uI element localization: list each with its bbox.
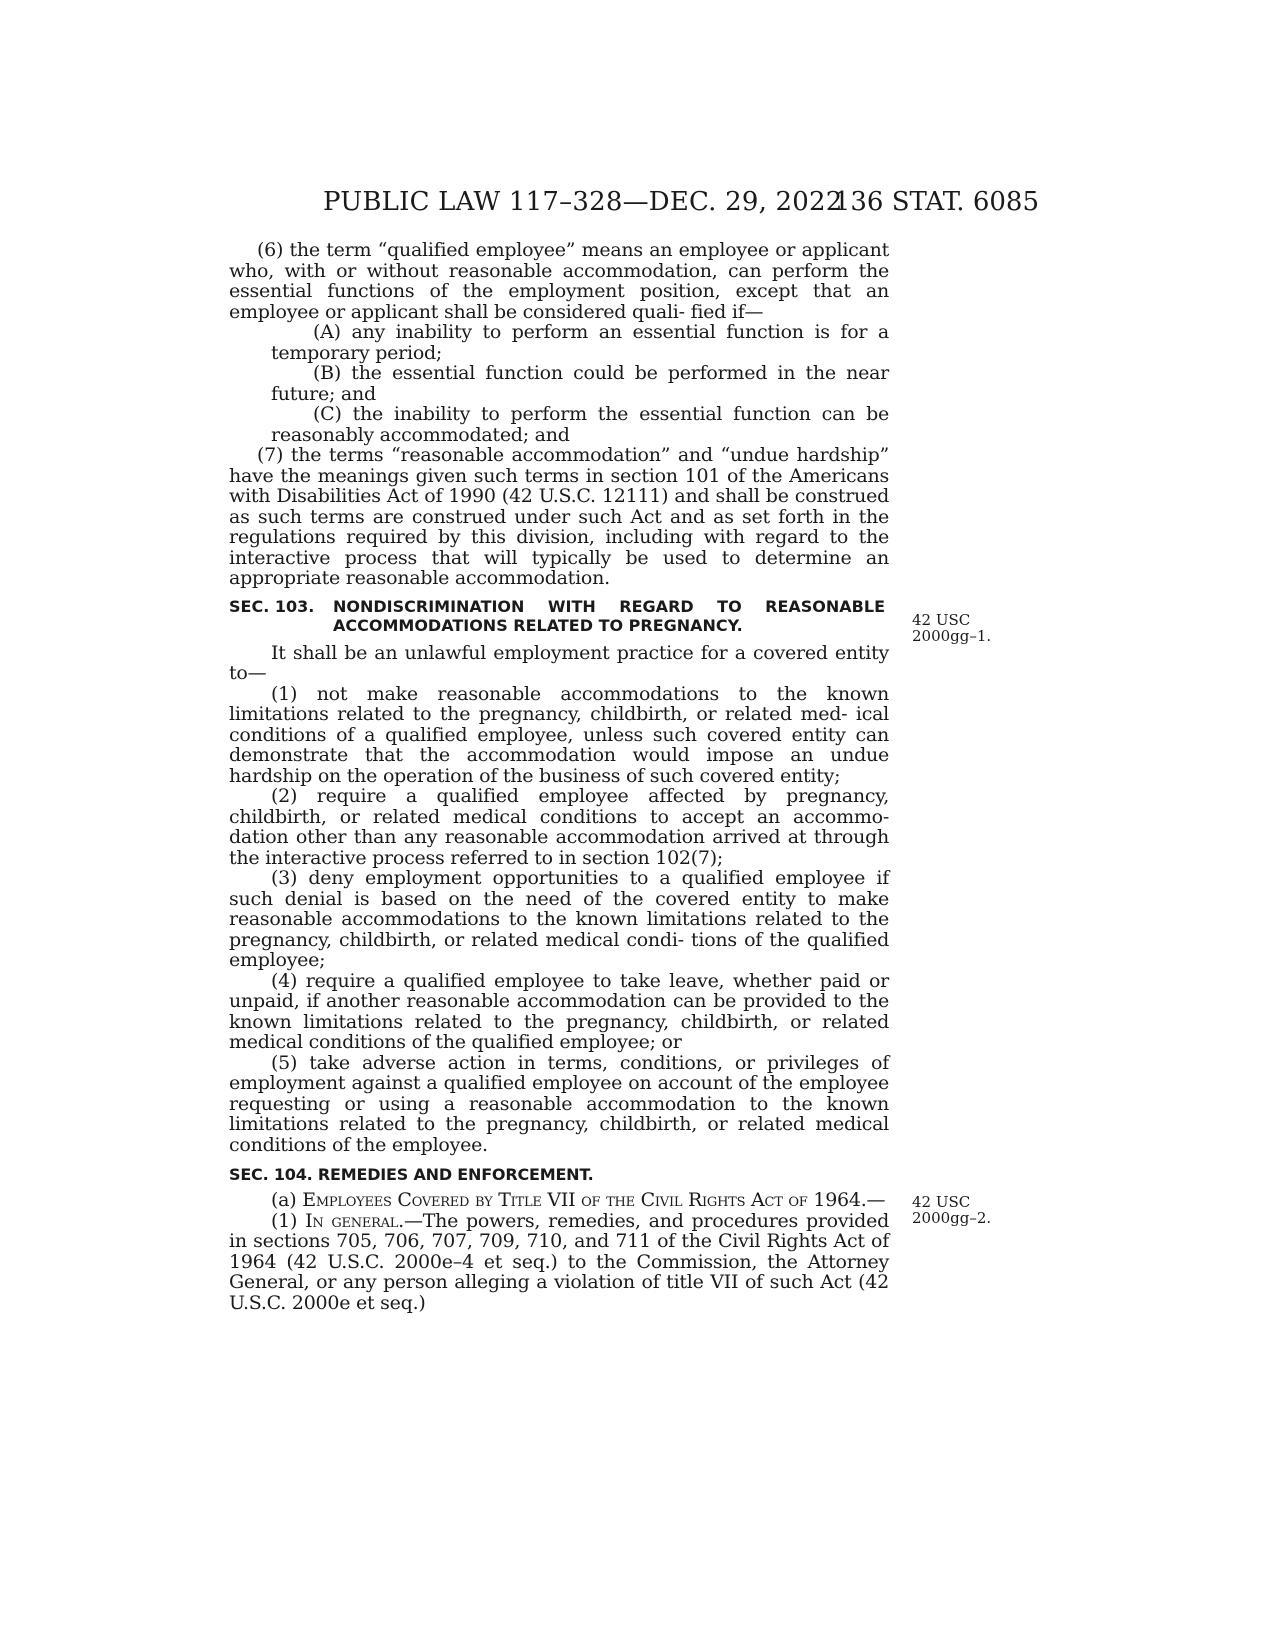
- section-104-subsection-a: [229, 1190, 889, 1211]
- subsection-dash: —: [866, 1189, 886, 1211]
- margin-note-line: 2000gg–1.: [912, 627, 992, 645]
- margin-note-line: 42 USC: [912, 611, 971, 629]
- section-104-heading: SEC. 104. REMEDIES AND ENFORCEMENT.: [229, 1165, 594, 1184]
- definition-6-b: (B) the essential function could be performed in the near future; and: [271, 362, 889, 405]
- definition-6-c: (C) the inability to perform the essential function can be reasonably accommodated; and: [271, 403, 889, 446]
- section-103-item-4: (4) require a qualified employee to take leave, whether paid or unpaid, if another reasonable accommodation can be provided to the known limitations related to the pregnancy, childbirth, or related medical conditions of the qualified employee; or: [229, 969, 889, 1053]
- subsection-heading: Employees Covered by Title VII of the Civil Rights Act of 1964.: [302, 1189, 867, 1211]
- statute-body: [229, 240, 889, 1313]
- paragraph-prefix: (1): [271, 1209, 306, 1232]
- subsection-prefix: (a): [271, 1189, 303, 1211]
- section-104-paragraph-1: [229, 1211, 889, 1314]
- section-number: SEC. 103.: [229, 596, 315, 616]
- section-title: NONDISCRIMINATION WITH REGARD TO REASONABLE ACCOMMODATIONS RELATED TO PREGNANCY.: [333, 596, 885, 635]
- section-103-heading: [229, 597, 889, 635]
- margin-note-line: 2000gg–2.: [912, 1209, 992, 1227]
- margin-note-sec103: [912, 612, 991, 644]
- page-number: 136 STAT. 6085: [833, 187, 1039, 217]
- definition-7: (7) the terms “reasonable accommodation” and “undue hardship” have the meanings given such terms in section 101 of the Americans with Disabilities Act of 1990 (42 U.S.C. 12111) and shall be construed as such terms are construed under such Act and as set forth in the regulations required by this division, including with regard to the interactive process that will typically be used to determine an appropriate reasonable accommodation.: [229, 444, 889, 589]
- paragraph-text: —The powers, remedies, and procedures provided in sections 705, 706, 707, 709, 710, and 711 of the Civil Rights Act of 1964 (42 U.S.C. 2000e–4 et seq.) to the Commission, the Attorney General, or any person alleging a violation of title VII of such Act (42 U.S.C. 2000e et seq.): [229, 1209, 890, 1314]
- margin-note-line: 42 USC: [912, 1193, 971, 1211]
- section-103-item-3: (3) deny employment opportunities to a qualified employee if such denial is based on the need of the covered entity to make reasonable accommodations to the known limitations related to the pregnancy, childbirth, or related medical condi- tions of the qualified employee;: [229, 867, 889, 971]
- margin-note-sec104: [912, 1194, 991, 1226]
- section-103-item-2: (2) require a qualified employee affected by pregnancy, childbirth, or related medical conditions to accept an accommo- dation other than any reasonable accommodation arrived at through the interactive process referred to in section 102(7);: [229, 785, 889, 869]
- running-head-title: PUBLIC LAW 117–328—DEC. 29, 2022: [323, 187, 843, 217]
- page-header: [229, 186, 1039, 226]
- definition-6-a: (A) any inability to perform an essential function is for a temporary period;: [271, 321, 889, 364]
- definition-6: (6) the term “qualified employee” means an employee or applicant who, with or without reasonable accommodation, can perform the essential functions of the employment position, except that an employee or applicant shall be considered quali- fied if—: [229, 239, 889, 323]
- section-103-item-5: (5) take adverse action in terms, conditions, or privileges of employment against a qualified employee on account of the employee requesting or using a reasonable accommodation to the known limitations related to the pregnancy, childbirth, or related medical conditions of the employee.: [229, 1051, 889, 1156]
- section-103-item-1: (1) not make reasonable accommodations to the known limitations related to the pregnancy, childbirth, or related med- ical conditions of a qualified employee, unless such covered entity can demonstrate that the accommodation would impose an undue hardship on the operation of the business of such covered entity;: [229, 682, 889, 787]
- paragraph-heading: In general.: [305, 1209, 404, 1232]
- section-103-intro: It shall be an unlawful employment practice for a covered entity to—: [229, 641, 889, 684]
